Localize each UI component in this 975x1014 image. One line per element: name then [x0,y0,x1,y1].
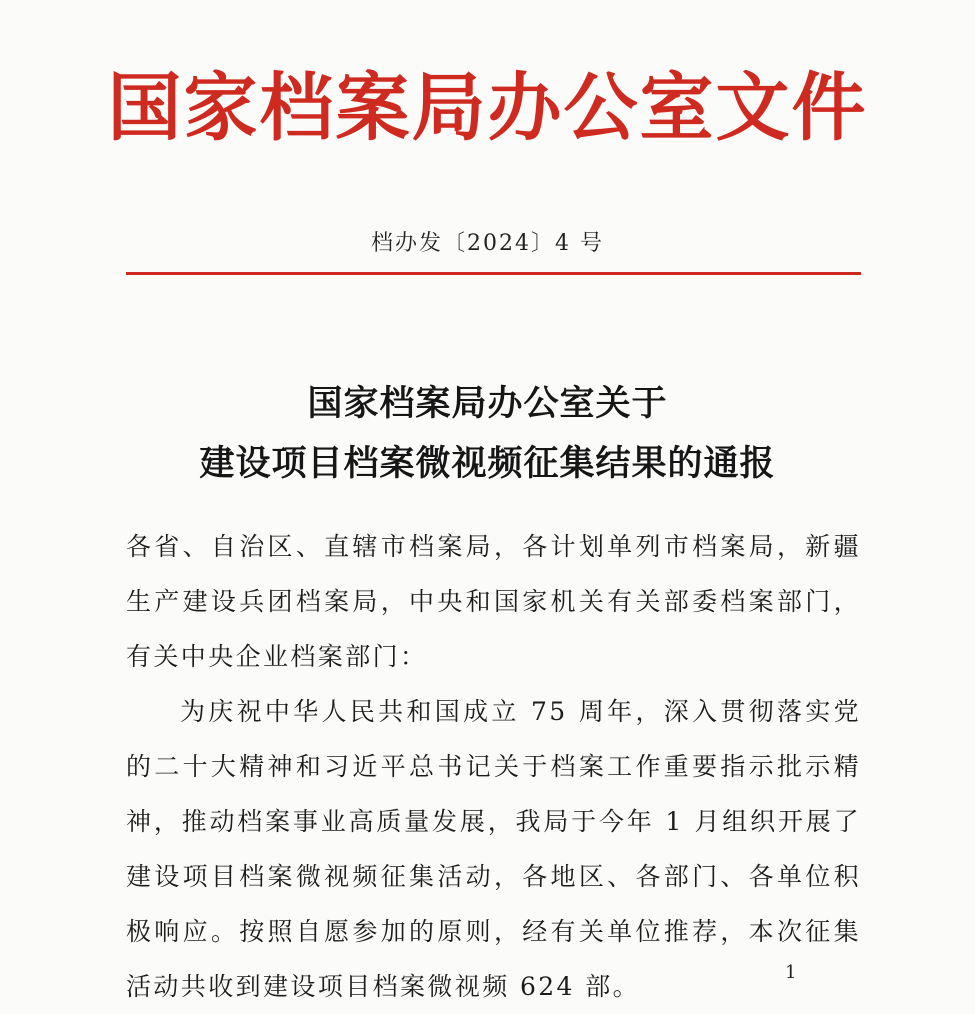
document-body [126,519,861,1014]
page-number: 1 [785,962,797,983]
salutation: 各省、自治区、直辖市档案局，各计划单列市档案局，新疆生产建设兵团档案局，中央和国家机关有关部委档案部门，有关中央企业档案部门： [126,532,861,671]
document-masthead: 国家档案局办公室文件 [107,65,868,151]
document-number: 档办发〔2024〕4 号 [371,231,604,256]
red-divider-line [126,272,861,275]
document-title-line1: 国家档案局办公室关于 [307,384,668,424]
body-paragraph-1: 为庆祝中华人民共和国成立 75 周年，深入贯彻落实党的二十大精神和习近平总书记关于档案工作重要指示批示精神，推动档案事业高质量发展，我局于今年 1 月组织开展了建设项目档案微视频征集活动，各地区、各部门、各单位积极响应。按照自愿参加的原则，经有关单位推荐，本次征集活动共收到建设项目档案微视频 624 部。 [126,697,861,1001]
document-title-line2: 建设项目档案微视频征集结果的通报 [199,444,776,484]
